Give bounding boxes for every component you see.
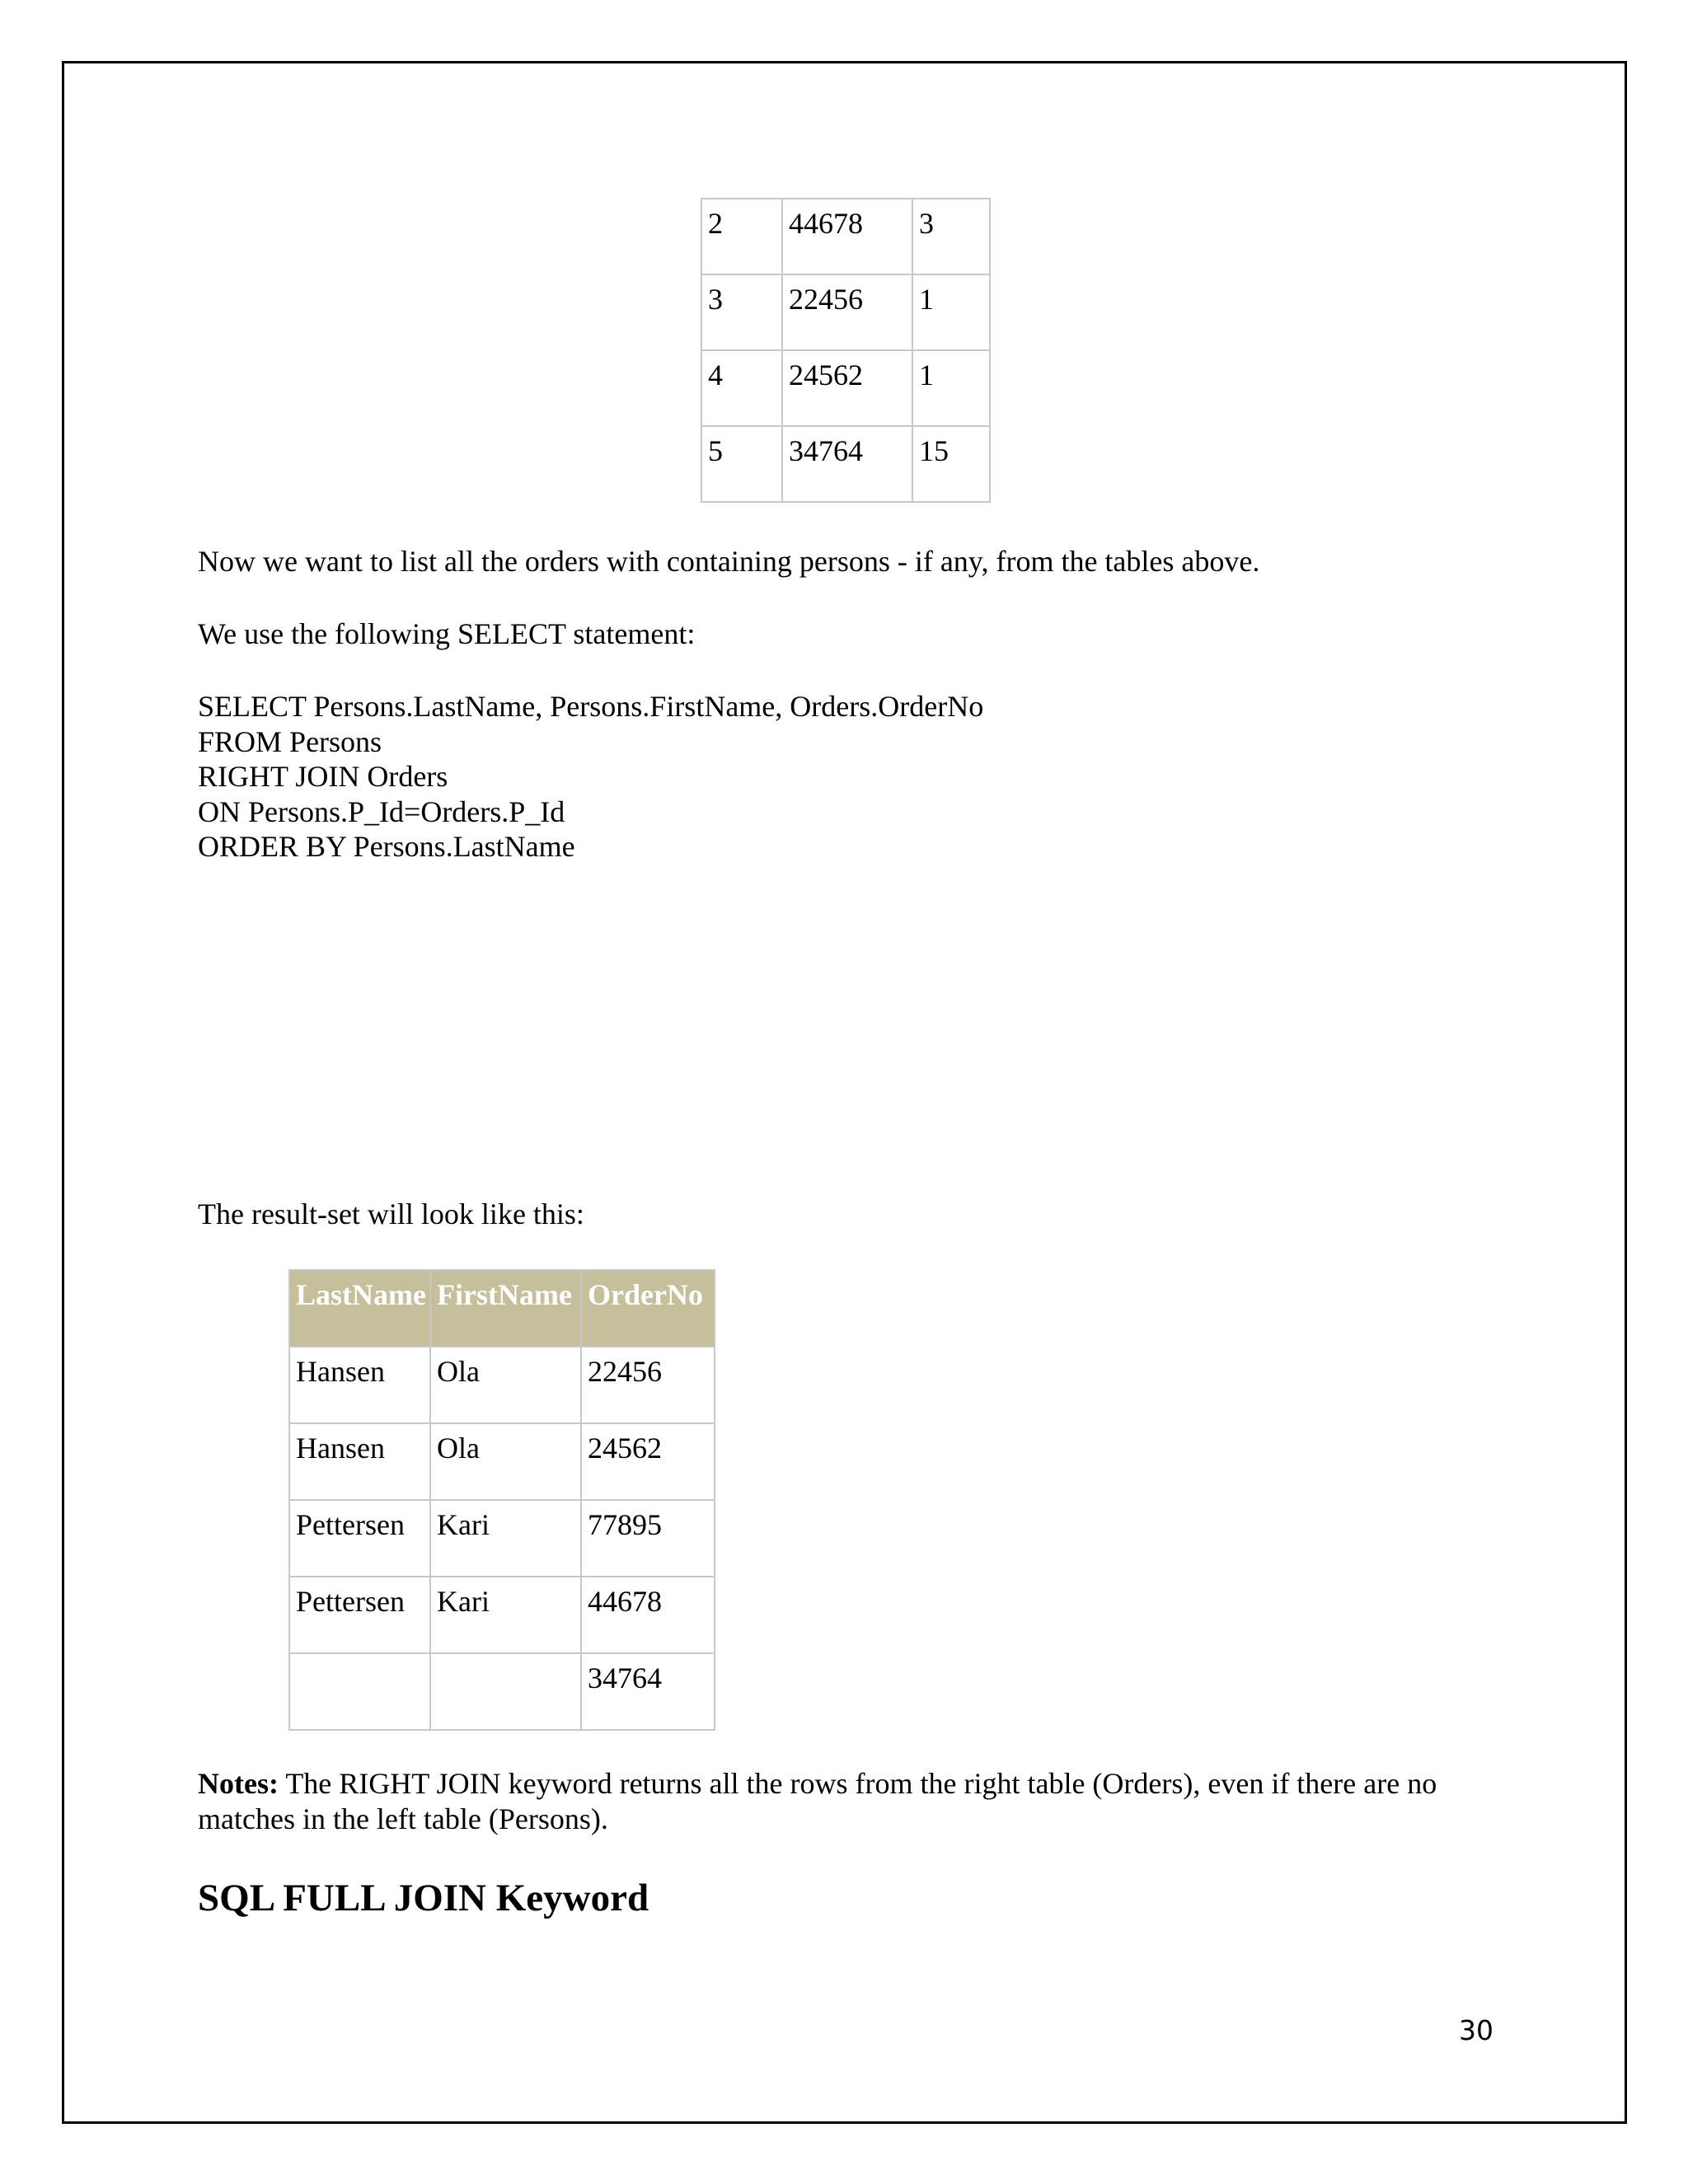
table-cell: 24562 <box>782 350 912 426</box>
table-row <box>701 426 990 502</box>
table-cell: 44678 <box>581 1577 715 1653</box>
table-row <box>289 1653 715 1730</box>
orders-table <box>701 198 991 503</box>
statement-intro: We use the following SELECT statement: <box>198 617 696 650</box>
table-cell: 34764 <box>782 426 912 502</box>
table-row <box>289 1347 715 1423</box>
column-header-firstname: FirstName <box>430 1270 581 1347</box>
sql-code-block <box>198 689 983 865</box>
notes-text: The RIGHT JOIN keyword returns all the rows from the right table (Orders), even if there are no matches in the left table (Persons). <box>198 1767 1437 1835</box>
table-cell: 77895 <box>581 1500 715 1577</box>
table-cell: 22456 <box>581 1347 715 1423</box>
sql-line: FROM Persons <box>198 724 382 758</box>
table-cell: 5 <box>701 426 782 502</box>
table-cell <box>430 1653 581 1730</box>
table-cell: Ola <box>430 1347 581 1423</box>
table-cell: 34764 <box>581 1653 715 1730</box>
table-row <box>701 274 990 350</box>
table-cell: 22456 <box>782 274 912 350</box>
table-cell: 4 <box>701 350 782 426</box>
table-cell: 2 <box>701 199 782 274</box>
sql-line: SELECT Persons.LastName, Persons.FirstName, Orders.OrderNo <box>198 690 984 723</box>
notes-paragraph <box>198 1766 1492 1837</box>
column-header-orderno: OrderNo <box>581 1270 715 1347</box>
table-row <box>289 1500 715 1577</box>
table-cell: Pettersen <box>289 1577 430 1653</box>
table-cell: Kari <box>430 1577 581 1653</box>
table-cell: 24562 <box>581 1423 715 1500</box>
section-heading: SQL FULL JOIN Keyword <box>198 1877 649 1919</box>
result-intro: The result-set will look like this: <box>198 1197 584 1230</box>
table-cell: 1 <box>912 274 990 350</box>
table-cell: 15 <box>912 426 990 502</box>
table-cell: 3 <box>701 274 782 350</box>
page-number: 30 <box>1459 2014 1493 2046</box>
table-cell: Ola <box>430 1423 581 1500</box>
sql-line: ON Persons.P_Id=Orders.P_Id <box>198 794 565 828</box>
table-row <box>289 1423 715 1500</box>
table-cell: Hansen <box>289 1347 430 1423</box>
result-table <box>288 1269 715 1731</box>
table-row <box>701 350 990 426</box>
table-cell: Kari <box>430 1500 581 1577</box>
table-cell: 3 <box>912 199 990 274</box>
notes-label: Notes: <box>198 1767 279 1800</box>
sql-line: ORDER BY Persons.LastName <box>198 830 575 863</box>
table-row <box>701 199 990 274</box>
table-cell <box>289 1653 430 1730</box>
column-header-lastname: LastName <box>289 1270 430 1347</box>
table-row <box>289 1577 715 1653</box>
sql-line: RIGHT JOIN Orders <box>198 760 448 793</box>
table-cell: 44678 <box>782 199 912 274</box>
intro-paragraph: Now we want to list all the orders with containing persons - if any, from the tables above. <box>198 545 1260 578</box>
table-header-row <box>289 1270 715 1347</box>
table-cell: Pettersen <box>289 1500 430 1577</box>
table-cell: 1 <box>912 350 990 426</box>
table-cell: Hansen <box>289 1423 430 1500</box>
